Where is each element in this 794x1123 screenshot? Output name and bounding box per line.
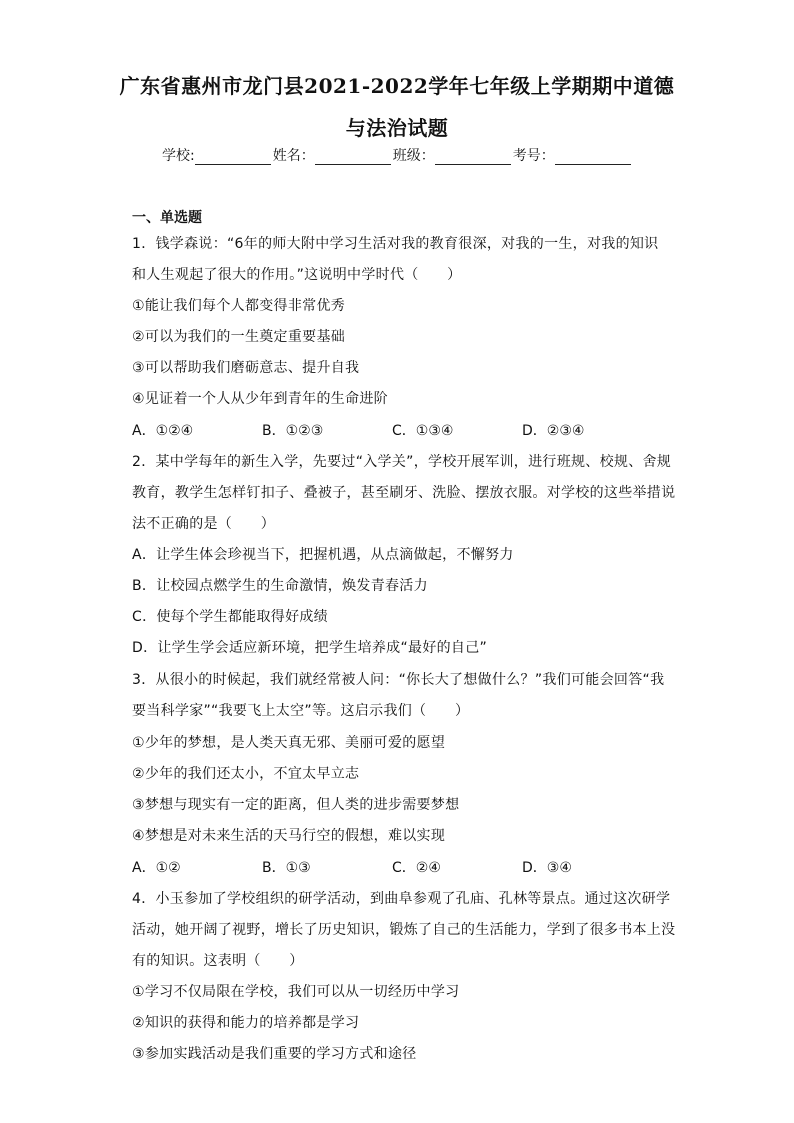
q1-item-1: ①能让我们每个人都变得非常优秀 <box>132 298 346 314</box>
exam-number-blank[interactable] <box>555 150 631 165</box>
q3-option-a[interactable]: A．①② <box>132 860 181 876</box>
class-blank[interactable] <box>435 150 511 165</box>
q1-option-c[interactable]: C．①③④ <box>392 423 454 439</box>
q3-option-c[interactable]: C．②④ <box>392 860 441 876</box>
q2-option-d[interactable]: D．让学生学会适应新环境，把学生培养成“最好的自己” <box>132 640 488 656</box>
q3-item-2: ②少年的我们还太小，不宜太早立志 <box>132 766 360 782</box>
q1-item-2: ②可以为我们的一生奠定重要基础 <box>132 329 346 345</box>
q3-stem-line-2: 要当科学家”“我要飞上太空”等。这启示我们（ ） <box>132 703 470 719</box>
class-label: 班级： <box>392 148 435 164</box>
q3-stem-line-1: 3．从很小的时候起，我们就经常被人问：“你长大了想做什么？”我们可能会回答“我 <box>132 672 665 688</box>
q2-option-a[interactable]: A．让学生体会珍视当下，把握机遇，从点滴做起，不懈努力 <box>132 547 514 563</box>
q2-option-c[interactable]: C．使每个学生都能取得好成绩 <box>132 609 328 625</box>
q1-option-a[interactable]: A．①②④ <box>132 423 194 439</box>
q2-option-b[interactable]: B．让校园点燃学生的生命激情，焕发青春活力 <box>132 578 428 594</box>
q4-stem-line-3: 有的知识。这表明（ ） <box>132 953 304 969</box>
student-info-row <box>162 145 642 165</box>
q3-item-4: ④梦想是对未来生活的天马行空的假想，难以实现 <box>132 828 446 844</box>
exam-title-line-2: 与法治试题 <box>345 116 449 140</box>
exam-number-label: 考号： <box>512 148 555 164</box>
q3-options <box>132 857 652 877</box>
school-label: 学校: <box>162 148 195 164</box>
q3-item-3: ③梦想与现实有一定的距离，但人类的进步需要梦想 <box>132 797 460 813</box>
q3-item-1: ①少年的梦想，是人类天真无邪、美丽可爱的愿望 <box>132 735 446 751</box>
exam-title-line-1: 广东省惠州市龙门县2021-2022学年七年级上学期期中道德 <box>119 74 675 98</box>
q1-item-3: ③可以帮助我们磨砺意志、提升自我 <box>132 360 360 376</box>
q1-stem-line-1: 1．钱学森说：“6年的师大附中学习生活对我的教育很深，对我的一生，对我的知识 <box>132 236 659 252</box>
q1-options <box>132 420 652 440</box>
q4-item-1: ①学习不仅局限在学校，我们可以从一切经历中学习 <box>132 984 460 1000</box>
q3-option-d[interactable]: D．③④ <box>522 860 572 876</box>
q3-option-b[interactable]: B．①③ <box>262 860 311 876</box>
q1-option-d[interactable]: D．②③④ <box>522 423 585 439</box>
q2-stem-line-1: 2．某中学每年的新生入学，先要过“入学关”，学校开展军训，进行班规、校规、舍规 <box>132 454 672 470</box>
q4-stem-line-1: 4．小玉参加了学校组织的研学活动，到曲阜参观了孔庙、孔林等景点。通过这次研学 <box>132 891 671 907</box>
school-blank[interactable] <box>195 150 271 165</box>
q1-item-4: ④见证着一个人从少年到青年的生命进阶 <box>132 391 388 407</box>
q1-option-b[interactable]: B．①②③ <box>262 423 324 439</box>
q4-item-3: ③参加实践活动是我们重要的学习方式和途径 <box>132 1046 417 1062</box>
q4-item-2: ②知识的获得和能力的培养都是学习 <box>132 1015 360 1031</box>
q1-stem-line-2: 和人生观起了很大的作用。”这说明中学时代（ ） <box>132 267 462 283</box>
q2-stem-line-3: 法不正确的是（ ） <box>132 516 275 532</box>
name-label: 姓名： <box>272 148 315 164</box>
q2-stem-line-2: 教育，教学生怎样钉扣子、叠被子，甚至刷牙、洗脸、摆放衣服。对学校的这些举措说 <box>132 485 676 501</box>
section-title: 一、单选题 <box>132 210 202 226</box>
q4-stem-line-2: 活动，她开阔了视野，增长了历史知识，锻炼了自己的生活能力，学到了很多书本上没 <box>132 922 676 938</box>
name-blank[interactable] <box>315 150 391 165</box>
